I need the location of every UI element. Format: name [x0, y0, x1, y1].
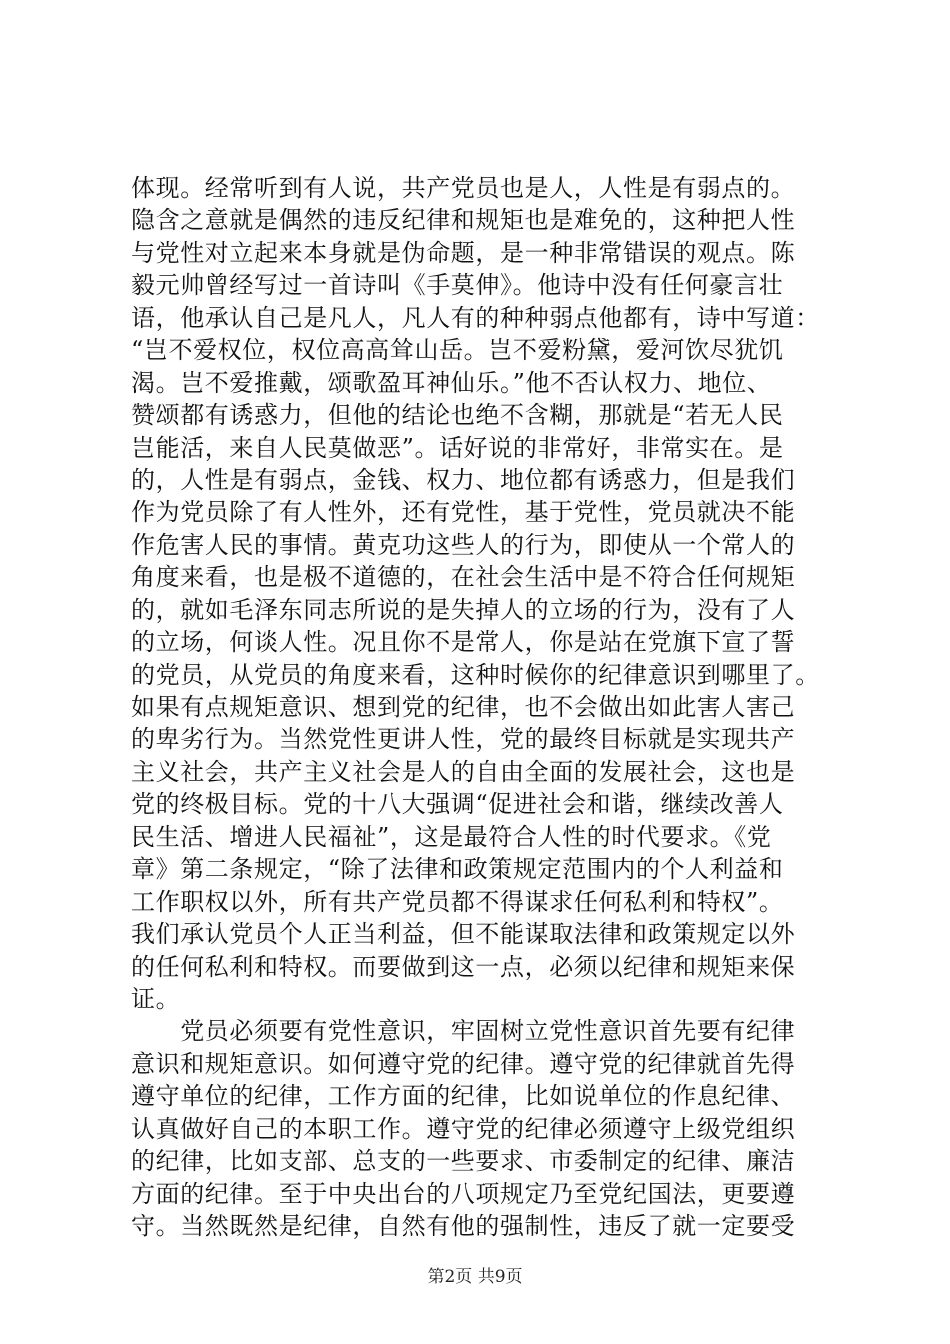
text-line: 遵守单位的纪律，工作方面的纪律，比如说单位的作息纪律、 — [131, 1082, 796, 1111]
text-line: 作为党员除了有人性外，还有党性，基于党性，党员就决不能 — [131, 498, 796, 527]
text-line: 与党性对立起来本身就是伪命题，是一种非常错误的观点。陈 — [131, 238, 796, 267]
text-line: 的，就如毛泽东同志所说的是失掉人的立场的行为，没有了人 — [131, 595, 796, 624]
text-line: 党员必须要有党性意识，牢固树立党性意识首先要有纪律 — [131, 1017, 796, 1046]
text-line: 语，他承认自己是凡人，凡人有的种种弱点他都有，诗中写道： — [131, 303, 820, 332]
body-text — [131, 172, 821, 1242]
text-line: 的党员，从党员的角度来看，这种时候你的纪律意识到哪里了。 — [131, 660, 820, 689]
text-line: 工作职权以外，所有共产党员都不得谋求任何私利和特权”。 — [131, 887, 784, 916]
text-line: 的，人性是有弱点，金钱、权力、地位都有诱惑力，但是我们 — [131, 465, 796, 494]
text-line: “岂不爱权位，权位高高耸山岳。岂不爱粉黛，爱河饮尽犹饥 — [131, 336, 784, 365]
text-line: 证。 — [131, 984, 181, 1013]
text-line: 意识和规矩意识。如何遵守党的纪律。遵守党的纪律就首先得 — [131, 1049, 796, 1078]
text-line: 主义社会，共产主义社会是人的自由全面的发展社会，这也是 — [131, 757, 796, 786]
text-line: 岂能活，来自人民莫做恶”。话好说的非常好，非常实在。是 — [131, 433, 784, 462]
text-line: 隐含之意就是偶然的违反纪律和规矩也是难免的，这种把人性 — [131, 206, 796, 235]
text-line: 的立场，何谈人性。况且你不是常人，你是站在党旗下宣了誓 — [131, 628, 796, 657]
text-line: 党的终极目标。党的十八大强调“促进社会和谐，继续改善人 — [131, 790, 784, 819]
text-line: 赞颂都有诱惑力，但他的结论也绝不含糊，那就是“若无人民 — [131, 401, 784, 430]
page-footer: 第2页 共9页 — [427, 1267, 523, 1287]
text-line: 民生活、增进人民福祉”，这是最符合人性的时代要求。《党 — [131, 822, 772, 851]
text-line: 作危害人民的事情。黄克功这些人的行为，即使从一个常人的 — [131, 530, 796, 559]
text-line: 如果有点规矩意识、想到党的纪律，也不会做出如此害人害己 — [131, 693, 796, 721]
text-line: 守。当然既然是纪律，自然有他的强制性，违反了就一定要受 — [131, 1212, 796, 1240]
text-line: 渴。岂不爱推戴，颂歌盈耳神仙乐。”他不否认权力、地位、 — [131, 368, 772, 397]
text-line: 章》第二条规定，“除了法律和政策规定范围内的个人利益和 — [131, 855, 784, 884]
text-line: 认真做好自己的本职工作。遵守党的纪律必须遵守上级党组织 — [131, 1114, 796, 1143]
text-line: 我们承认党员个人正当利益，但不能谋取法律和政策规定以外 — [131, 920, 796, 949]
text-line: 角度来看，也是极不道德的，在社会生活中是不符合任何规矩 — [131, 563, 796, 592]
text-line: 的纪律，比如支部、总支的一些要求、市委制定的纪律、廉洁 — [131, 1147, 796, 1176]
text-line: 的任何私利和特权。而要做到这一点，必须以纪律和规矩来保 — [131, 952, 796, 981]
text-line: 体现。经常听到有人说，共产党员也是人，人性是有弱点的。 — [131, 174, 796, 202]
text-line: 的卑劣行为。当然党性更讲人性，党的最终目标就是实现共产 — [131, 725, 796, 754]
text-line: 方面的纪律。至于中央出台的八项规定乃至党纪国法，更要遵 — [131, 1179, 796, 1208]
text-line: 毅元帅曾经写过一首诗叫《手莫伸》。他诗中没有任何豪言壮 — [131, 271, 784, 300]
